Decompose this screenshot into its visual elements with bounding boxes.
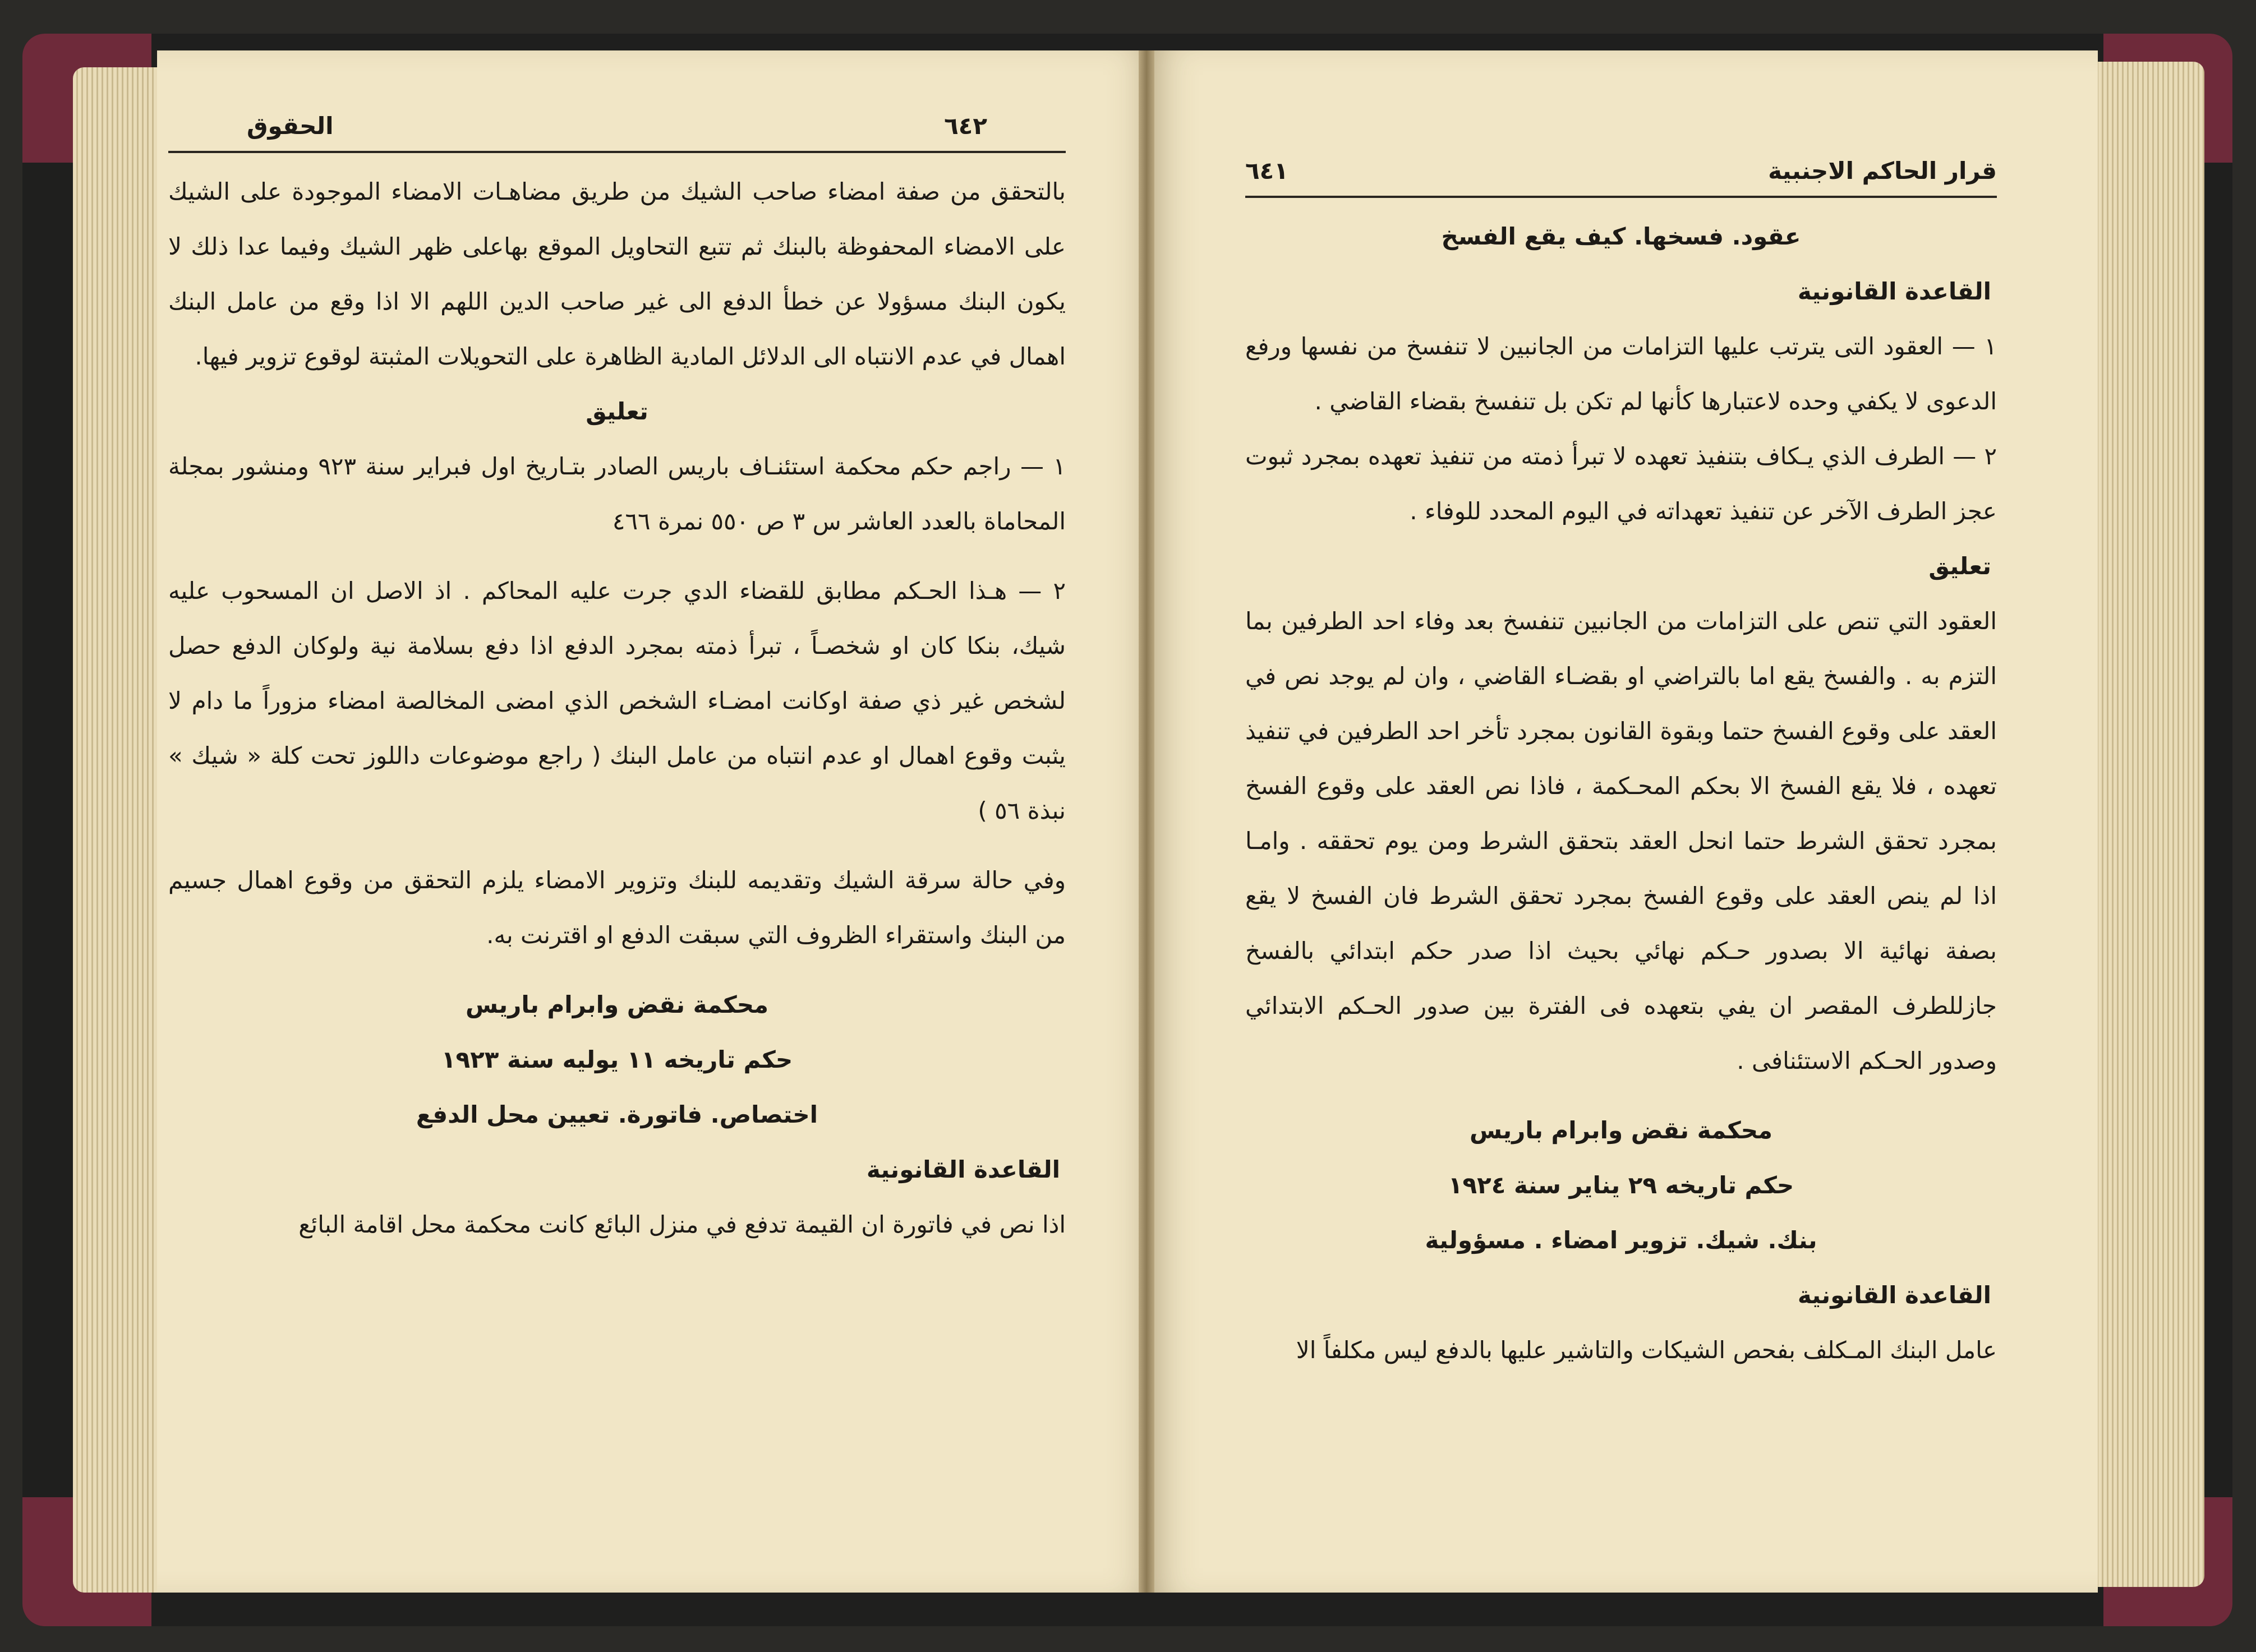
right-paragraph-1: ١ — العقود التى يترتب عليها التزامات من الجانبين لا تنفسخ من نفسها ورفع الدعوى لا يكفي وحده لاعتبارها كأنها لم تكن بل تنفسخ بقضاء القاضي .	[1245, 333, 1997, 415]
left-paragraph-1: بالتحقق من صفة امضاء صاحب الشيك من طريق مضاهـات الامضاء الموجودة على الشيك على الامضاء المحفوظة بالبنك ثم تتبع التحاويل الموقع بهاعلى ظهر الشيك وفيما عدا ذلك لا يكون البنك مسؤولا عن خطأ الدفع الى غير صاحب الدين اللهم الا اذا وقع من عامل البنك اهمال في عدم الانتباه الى الدلائل المادية الظاهرة على التحويلات المثبتة لوقوع تزوير فيها.	[168, 178, 1066, 370]
left-page-content	[168, 112, 1066, 1252]
left-paragraph-2: ١ — راجم حكم محكمة استئنـاف باريس الصادر بتـاريخ اول فبراير سنة ٩٢٣ ومنشور بمجلة المحاماة بالعدد العاشر س ٣ ص ٥٥٠ نمرة ٤٦٦	[168, 453, 1066, 535]
right-paragraph-2: ٢ — الطرف الذي يـكاف بتنفيذ تعهده لا تبرأ ذمته من تنفيذ تعهده بمجرد ثبوت عجز الطرف الآخر عن تنفيذ تعهداته في اليوم المحدد للوفاء .	[1245, 442, 1997, 525]
right-case-topics: عقود. فسخها. كيف يقع الفسخ	[1441, 223, 1801, 250]
right-case-topics-2: بنك. شيك. تزوير امضاء . مسؤولية	[1425, 1226, 1817, 1254]
right-legal-rule-heading-2: القاعدة القانونية	[1797, 1281, 1991, 1309]
right-court-name: محكمة نقض وابرام باريس	[1470, 1116, 1772, 1144]
left-running-title: الحقوق	[247, 112, 334, 140]
right-judgment-date: حكم تاريخه ٢٩ يناير سنة ١٩٢٤	[1448, 1171, 1794, 1199]
right-heading-comment: تعليق	[1928, 552, 1991, 580]
right-paragraph-4: عامل البنك المـكلف بفحص الشيكات والتاشير عليها بالدفع ليس مكلفاً الا	[1296, 1336, 1997, 1364]
left-judgment-date: حكم تاريخه ١١ يوليه سنة ١٩٢٣	[441, 1046, 793, 1073]
left-case-topics: اختصاص. فاتورة. تعيين محل الدفع	[416, 1101, 818, 1128]
right-paragraph-3: العقود التي تنص على التزامات من الجانبين تنفسخ بعد وفاء احد الطرفين بما التزم به . والفسخ يقع اما بالتراضي او بقضـاء القاضي ، وان لم يوجد نص في العقد على وقوع الفسخ حتما وبقوة القانون بمجرد تأخر احد الطرفين في تنفيذ تعهده ، فلا يقع الفسخ الا بحكم المحـكمة ، فاذا نص العقد على وقوع الفسخ بمجرد تحقق الشرط حتما انحل العقد بتحقق الشرط ومن يوم تحققه . وامـا اذا لم ينص العقد على وقوع الفسخ بمجرد تحقق الشرط فان الفسخ لا يقع بصفة نهائية الا بصدور حـكم نهائي بحيث اذا صدر حكم ابتدائي بالفسخ جازللطرف المقصر ان يفي بتعهده فى الفترة بين صدور الحـكم الابتدائي وصدور الحـكم الاستئنافى .	[1245, 607, 1997, 1074]
right-page-number: ٦٤١	[1245, 157, 1288, 184]
left-paragraph-5: اذا نص في فاتورة ان القيمة تدفع في منزل البائع كانت محكمة محل اقامة البائع	[298, 1211, 1066, 1238]
left-legal-rule-heading: القاعدة القانونية	[866, 1156, 1060, 1183]
right-legal-rule-heading: القاعدة القانونية	[1797, 278, 1991, 305]
left-paragraph-4: وفي حالة سرقة الشيك وتقديمه للبنك وتزوير الامضاء يلزم التحقق من وقوع اهمال جسيم من البنك واستقراء الظروف التي سبقت الدفع او اقترنت به.	[168, 866, 1066, 949]
right-running-title: قرار الحاكم الاجنبية	[1768, 157, 1997, 184]
right-page-header	[1245, 157, 1997, 198]
left-heading-comment: تعليق	[586, 398, 648, 425]
book-gutter	[1139, 50, 1154, 1593]
left-page-header	[168, 112, 1066, 153]
left-paragraph-3: ٢ — هـذا الحـكم مطابق للقضاء الدي جرت عليه المحاكم . اذ الاصل ان المسحوب عليه شيك، بنكا كان او شخصـاً ، تبرأ ذمته بمجرد الدفع اذا دفع بسلامة نية ولوكان الدفع حصل لشخص غير ذي صفة اوكانت امضـاء الشخص الذي امضى المخالصة امضاء مزوراً ما دام لا يثبت وقوع اهمال او عدم انتباه من عامل البنك ( راجع موضوعات داللوز تحت كلة « شيك » نبذة ٥٦ )	[168, 577, 1066, 824]
left-court-name: محكمة نقض وابرام باريس	[466, 991, 768, 1018]
right-page-content	[1245, 157, 1997, 1378]
left-page-number: ٦٤٢	[944, 112, 987, 140]
